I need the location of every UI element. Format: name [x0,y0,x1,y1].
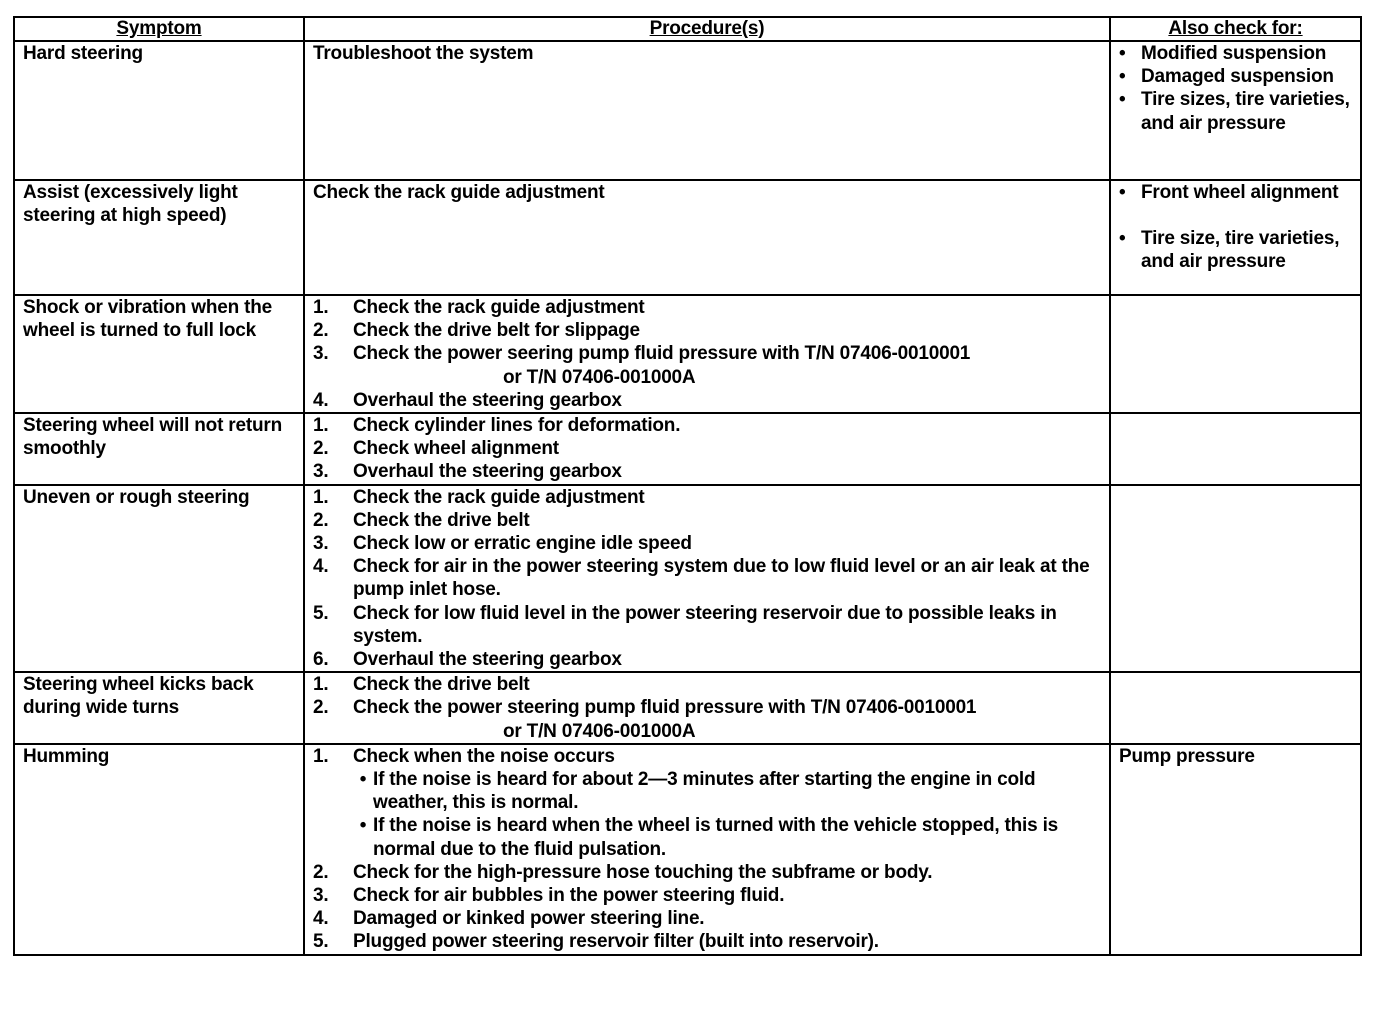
bullet-icon: • [1119,182,1126,203]
procedure-step [313,696,1103,742]
step-text: Check wheel alignment [353,438,559,460]
also-check-cell [1110,180,1361,295]
table-row [14,672,1361,744]
procedure-cell [304,41,1110,180]
step-number: 2. [313,320,329,342]
procedure-cell [304,744,1110,955]
step-number: 4. [313,556,329,578]
also-check-item: Damaged suspension [1141,66,1334,88]
step-text: Check for low fluid level in the power steering reservoir due to possible leaks in system. [353,602,1057,647]
alternate-tool-number: or T/N 07406-001000A [503,720,696,742]
procedure-step [313,342,1103,388]
procedure-cell [304,485,1110,673]
step-number: 2. [313,438,329,460]
step-text: Plugged power steering reservoir filter (built into reservoir). [353,931,879,953]
step-number: 4. [313,389,329,411]
step-number: 3. [313,885,329,907]
list-item [353,814,1103,860]
table-row [14,41,1361,180]
troubleshooting-table [13,16,1362,956]
procedure-step [313,437,1103,460]
step-text-block [353,696,1103,742]
also-check-cell [1110,672,1361,744]
step-text: Check for air bubbles in the power steering fluid. [353,885,785,907]
procedure-step [313,389,1103,412]
procedure-step [313,296,1103,319]
step-number: 5. [313,602,329,624]
procedure-cell [304,413,1110,485]
sub-bullet-text: If the noise is heard when the wheel is turned with the vehicle stopped, this is normal due to the fluid pulsation. [373,815,1059,860]
also-check-item: Modified suspension [1141,43,1327,64]
list-item [1119,181,1354,204]
step-number: 1. [313,745,329,767]
table-row [14,744,1361,955]
step-number: 3. [313,533,329,555]
step-text: Check when the noise occurs [353,745,615,767]
step-number: 2. [313,697,329,719]
step-text: Check low or erratic engine idle speed [353,533,692,555]
header-also-check: Also check for: [1110,17,1361,41]
step-number: 6. [313,649,329,671]
procedure-step [313,414,1103,437]
step-text: Check for the high-pressure hose touching the subframe or body. [353,861,933,883]
sub-bullet-list [353,768,1103,861]
step-text: Check the drive belt for slippage [353,320,640,342]
bullet-icon: • [1119,66,1126,88]
step-text: Check the rack guide adjustment [353,297,645,318]
spacer [1119,204,1354,227]
header-symptom: Symptom [14,17,304,41]
procedure-step [313,486,1103,509]
step-text: Check for air in the power steering system due to low fluid level or an air leak at the pump inlet hose. [353,556,1090,601]
also-check-cell [1110,295,1361,413]
also-check-item: Pump pressure [1119,745,1255,767]
also-check-cell [1110,413,1361,485]
also-check-list [1119,42,1354,135]
procedure-step [313,602,1103,648]
symptom-cell: Humming [14,744,304,955]
table-row [14,180,1361,295]
step-text: Damaged or kinked power steering line. [353,908,705,930]
step-number: 3. [313,343,329,365]
step-text: Check the power steering pump fluid pressure with T/N 07406-0010001 [353,697,977,719]
procedure-cell [304,672,1110,744]
symptom-cell: Assist (excessively light steering at high speed) [14,180,304,295]
symptom-cell: Shock or vibration when the wheel is turned to full lock [14,295,304,413]
procedure-text: Check the rack guide adjustment [313,182,605,203]
procedure-cell [304,180,1110,295]
list-item [1119,88,1354,134]
also-check-item: Front wheel alignment [1141,182,1339,203]
header-procedure: Procedure(s) [304,17,1110,41]
bullet-icon: • [1119,43,1126,64]
procedure-step [313,319,1103,342]
step-number: 3. [313,461,329,483]
list-item [1119,42,1354,65]
also-check-cell [1110,485,1361,673]
also-check-item: Tire size, tire varieties, and air pressure [1141,228,1340,273]
step-text: Check the drive belt [353,509,530,531]
procedure-step [313,861,1103,884]
procedure-cell [304,295,1110,413]
also-check-list [1119,227,1354,273]
symptom-cell: Steering wheel will not return smoothly [14,413,304,485]
also-check-item: Tire sizes, tire varieties, and air pressure [1141,89,1350,134]
also-check-list [1119,181,1354,204]
also-check-cell [1110,41,1361,180]
procedure-step [313,509,1103,532]
step-number: 2. [313,509,329,531]
procedure-text: Troubleshoot the system [313,43,534,64]
header-row [14,17,1361,41]
step-number: 5. [313,931,329,953]
step-text: Check the rack guide adjustment [353,486,645,508]
step-text: Check the drive belt [353,674,530,696]
step-text: Overhaul the steering gearbox [353,389,622,411]
step-text: Overhaul the steering gearbox [353,649,622,671]
symptom-cell: Steering wheel kicks back during wide turns [14,672,304,744]
procedure-step [313,532,1103,555]
list-item [1119,227,1354,273]
procedure-step [313,907,1103,930]
symptom-cell: Uneven or rough steering [14,485,304,673]
step-text: Check the power seering pump fluid pressure with T/N 07406-0010001 [353,343,971,365]
procedure-step [313,673,1103,696]
bullet-icon: • [359,815,367,837]
also-check-cell [1110,744,1361,955]
bullet-icon: • [1119,89,1126,111]
step-number: 4. [313,908,329,930]
step-number: 1. [313,297,329,318]
step-text-block [353,745,1103,861]
step-number: 1. [313,674,329,696]
symptom-cell: Hard steering [14,41,304,180]
step-number: 1. [313,486,329,508]
table-row [14,485,1361,673]
step-text: Overhaul the steering gearbox [353,461,622,483]
list-item [1119,65,1354,88]
bullet-icon: • [359,769,367,791]
list-item [353,768,1103,814]
table-row [14,295,1361,413]
procedure-step [313,930,1103,953]
bullet-icon: • [1119,228,1126,250]
table-row [14,413,1361,485]
alternate-tool-number: or T/N 07406-001000A [503,366,696,388]
procedure-step [313,460,1103,483]
procedure-step [313,745,1103,861]
step-number: 2. [313,861,329,883]
sub-bullet-text: If the noise is heard for about 2—3 minutes after starting the engine in cold weather, this is normal. [373,769,1036,814]
procedure-step [313,648,1103,671]
step-text-block [353,342,1103,388]
procedure-step [313,555,1103,601]
procedure-step [313,884,1103,907]
step-text: Check cylinder lines for deformation. [353,415,681,437]
step-number: 1. [313,415,329,437]
